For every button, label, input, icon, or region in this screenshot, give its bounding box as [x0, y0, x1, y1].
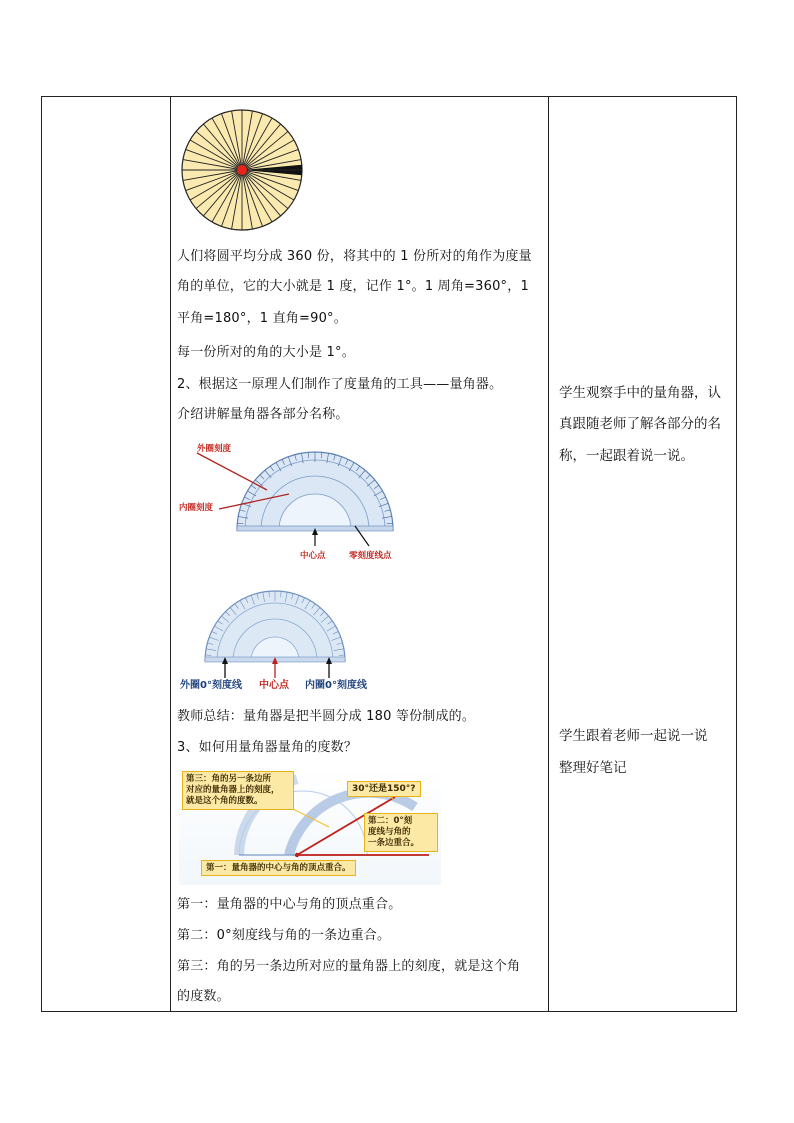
note-1-line-3: 称，一起跟着说一说。 [559, 448, 694, 464]
label-zero-line-point: 零刻度线点 [349, 551, 392, 561]
note-1-line-1: 学生观察手中的量角器，认 [559, 385, 721, 401]
callout-step-two-line-3: 一条边重合。 [368, 838, 420, 848]
label-inner-zero-line: 内圈0°刻度线 [305, 680, 367, 691]
callout-step-two-line-2: 度线与角的 [368, 827, 411, 837]
label-outer-zero-line: 外圈0°刻度线 [180, 680, 242, 691]
callout-step-one: 第一：量角器的中心与角的顶点重合。 [201, 860, 356, 876]
label-inner-scale: 内圈刻度 [179, 503, 214, 513]
step-3-line-2: 的度数。 [177, 989, 230, 1004]
callout-step-three-line-3: 就是这个角的度数。 [186, 796, 263, 806]
divided-circle-figure [179, 107, 305, 233]
callout-question: 30°还是150°? [347, 781, 421, 797]
callout-step-three-line-1: 第三：角的另一条边所 [186, 774, 272, 784]
callout-step-three [182, 771, 294, 810]
callout-step-three-line-2: 对应的量角器上的刻度， [186, 785, 280, 795]
step-1: 第一：量角器的中心与角的顶点重合。 [177, 897, 402, 912]
measuring-steps-figure [179, 767, 441, 885]
note-2-line-1: 学生跟着老师一起说一说 [559, 728, 708, 744]
label-center-point: 中心点 [300, 551, 326, 561]
label-outer-scale: 外圈刻度 [197, 444, 232, 454]
para-1-line-1: 人们将圆平均分成 360 份，将其中的 1 份所对的角作为度量 [177, 249, 532, 264]
protractor-zero-lines-figure [177, 583, 377, 693]
para-1-line-3: 平角=180°，1 直角=90°。 [177, 311, 347, 326]
protractor-parts-figure [179, 442, 399, 562]
para-1-line-2: 角的单位，它的大小就是 1 度，记作 1°。1 周角=360°，1 [177, 279, 529, 294]
note-2-line-2: 整理好笔记 [559, 760, 627, 776]
note-1-line-2: 真跟随老师了解各部分的名 [559, 416, 721, 432]
step-2: 第二：0°刻度线与角的一条边重合。 [177, 928, 391, 943]
callout-step-two [364, 813, 438, 852]
callout-step-two-line-1: 第二：0°刻 [368, 816, 413, 826]
content-cell [171, 97, 549, 1011]
para-2: 每一份所对的角的大小是 1°。 [177, 345, 355, 360]
para-3: 2、根据这一原理人们制作了度量角的工具——量角器。 [177, 377, 503, 392]
lesson-table [41, 96, 737, 1012]
para-6: 3、如何用量角器量角的度数？ [177, 740, 358, 755]
label-center-point-2: 中心点 [259, 680, 289, 691]
para-4: 介绍讲解量角器各部分名称。 [177, 407, 349, 422]
step-3-line-1: 第三：角的另一条边所对应的量角器上的刻度，就是这个角 [177, 959, 521, 974]
student-activity-cell [549, 97, 736, 1011]
para-5: 教师总结：量角器是把半圆分成 180 等份制成的。 [177, 709, 476, 724]
